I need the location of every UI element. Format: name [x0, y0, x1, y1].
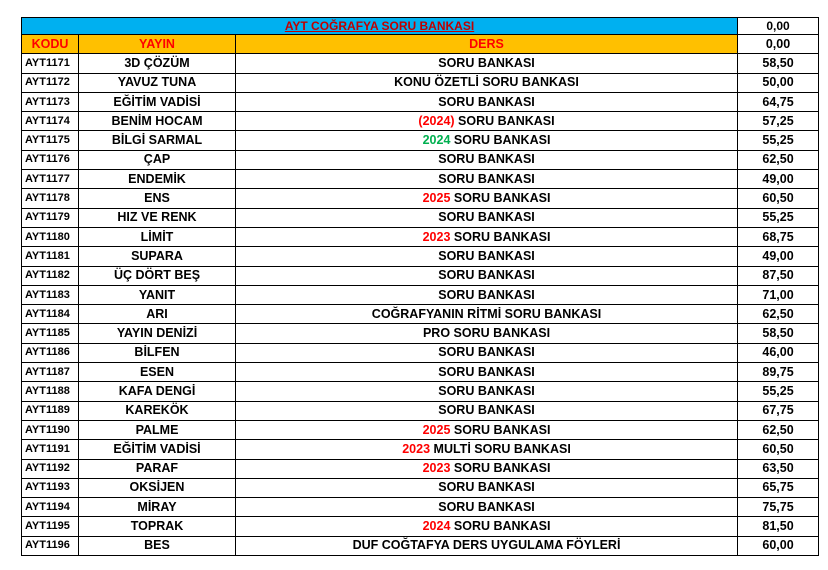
- cell-publisher: EĞİTİM VADİSİ: [79, 440, 236, 459]
- cell-publisher: EĞİTİM VADİSİ: [79, 92, 236, 111]
- course-title: SORU BANKASI: [438, 345, 535, 360]
- course-title: SORU BANKASI: [453, 461, 551, 476]
- cell-price: 55,25: [738, 208, 819, 227]
- cell-price: 50,00: [738, 73, 819, 92]
- cell-course: [236, 170, 738, 189]
- course-title: SORU BANKASI: [438, 210, 535, 225]
- table-row: [22, 363, 819, 382]
- cell-course: [236, 73, 738, 92]
- column-header-row: [22, 35, 819, 54]
- cell-code: AYT1171: [22, 54, 79, 73]
- course-title: SORU BANKASI: [438, 480, 535, 495]
- cell-publisher: BES: [79, 536, 236, 555]
- cell-price: 71,00: [738, 285, 819, 304]
- cell-price: 62,50: [738, 305, 819, 324]
- edition-year-tag: 2023: [422, 229, 451, 244]
- cell-publisher: BENİM HOCAM: [79, 112, 236, 131]
- cell-course: [236, 382, 738, 401]
- cell-publisher: HIZ VE RENK: [79, 208, 236, 227]
- cell-code: AYT1193: [22, 478, 79, 497]
- cell-course: [236, 420, 738, 439]
- cell-price: 55,25: [738, 382, 819, 401]
- edition-year-tag: 2025: [422, 191, 451, 206]
- course-title: SORU BANKASI: [438, 499, 535, 514]
- edition-year-tag: 2025: [422, 422, 451, 437]
- cell-price: 62,50: [738, 150, 819, 169]
- cell-code: AYT1188: [22, 382, 79, 401]
- course-title: SORU BANKASI: [438, 94, 535, 109]
- table-row: [22, 131, 819, 150]
- cell-code: AYT1181: [22, 247, 79, 266]
- table-row: [22, 420, 819, 439]
- cell-code: AYT1175: [22, 131, 79, 150]
- cell-publisher: PARAF: [79, 459, 236, 478]
- header-publisher: YAYIN: [79, 35, 236, 54]
- cell-publisher: YAVUZ TUNA: [79, 73, 236, 92]
- course-title: SORU BANKASI: [458, 113, 555, 128]
- title-total-cell: 0,00: [738, 18, 819, 35]
- table-row: [22, 112, 819, 131]
- cell-course: [236, 498, 738, 517]
- cell-price: 63,50: [738, 459, 819, 478]
- table-row: [22, 536, 819, 555]
- cell-code: AYT1174: [22, 112, 79, 131]
- cell-code: AYT1177: [22, 170, 79, 189]
- cell-publisher: SUPARA: [79, 247, 236, 266]
- table-row: [22, 266, 819, 285]
- table-row: [22, 401, 819, 420]
- cell-code: AYT1183: [22, 285, 79, 304]
- table-row: [22, 324, 819, 343]
- table-row: [22, 478, 819, 497]
- cell-publisher: KAFA DENGİ: [79, 382, 236, 401]
- cell-price: 58,50: [738, 324, 819, 343]
- cell-code: AYT1173: [22, 92, 79, 111]
- cell-code: AYT1187: [22, 363, 79, 382]
- course-title: SORU BANKASI: [453, 229, 551, 244]
- cell-course: [236, 459, 738, 478]
- cell-course: [236, 478, 738, 497]
- table-row: [22, 150, 819, 169]
- edition-year-tag: 2024: [422, 519, 451, 534]
- cell-course: [236, 285, 738, 304]
- table-row: [22, 54, 819, 73]
- header-total: 0,00: [738, 35, 819, 54]
- cell-price: 65,75: [738, 478, 819, 497]
- cell-code: AYT1182: [22, 266, 79, 285]
- cell-course: [236, 208, 738, 227]
- cell-course: [236, 401, 738, 420]
- table-row: [22, 440, 819, 459]
- cell-price: 89,75: [738, 363, 819, 382]
- cell-publisher: ESEN: [79, 363, 236, 382]
- cell-publisher: ENS: [79, 189, 236, 208]
- table-row: [22, 459, 819, 478]
- table-row: [22, 92, 819, 111]
- cell-code: AYT1180: [22, 227, 79, 246]
- table-body: [22, 54, 819, 556]
- edition-year-tag: (2024): [418, 113, 455, 128]
- cell-price: 60,00: [738, 536, 819, 555]
- header-course: DERS: [236, 35, 738, 54]
- cell-course: [236, 440, 738, 459]
- course-title: SORU BANKASI: [438, 55, 535, 70]
- table-row: [22, 170, 819, 189]
- cell-code: AYT1184: [22, 305, 79, 324]
- cell-code: AYT1191: [22, 440, 79, 459]
- cell-code: AYT1189: [22, 401, 79, 420]
- cell-course: [236, 324, 738, 343]
- cell-publisher: ÜÇ DÖRT BEŞ: [79, 266, 236, 285]
- cell-publisher: PALME: [79, 420, 236, 439]
- cell-code: AYT1192: [22, 459, 79, 478]
- edition-year-tag: 2023: [402, 441, 431, 456]
- cell-price: 62,50: [738, 420, 819, 439]
- cell-price: 49,00: [738, 247, 819, 266]
- course-title: SORU BANKASI: [438, 152, 535, 167]
- cell-course: [236, 227, 738, 246]
- cell-course: [236, 305, 738, 324]
- cell-code: AYT1179: [22, 208, 79, 227]
- table-row: [22, 285, 819, 304]
- course-title: DUF COĞTAFYA DERS UYGULAMA FÖYLERİ: [352, 538, 621, 553]
- course-title: SORU BANKASI: [453, 191, 551, 206]
- cell-course: [236, 266, 738, 285]
- cell-code: AYT1196: [22, 536, 79, 555]
- cell-price: 68,75: [738, 227, 819, 246]
- cell-publisher: YAYIN DENİZİ: [79, 324, 236, 343]
- cell-publisher: MİRAY: [79, 498, 236, 517]
- cell-course: [236, 343, 738, 362]
- cell-price: 75,75: [738, 498, 819, 517]
- course-title: KONU ÖZETLİ SORU BANKASI: [394, 75, 579, 90]
- cell-course: [236, 112, 738, 131]
- course-title: COĞRAFYANIN RİTMİ SORU BANKASI: [371, 306, 602, 321]
- cell-price: 87,50: [738, 266, 819, 285]
- course-title: SORU BANKASI: [438, 268, 535, 283]
- course-title: MULTİ SORU BANKASI: [433, 441, 571, 456]
- edition-year-tag: 2024: [422, 133, 451, 148]
- cell-publisher: ENDEMİK: [79, 170, 236, 189]
- cell-course: [236, 131, 738, 150]
- table-row: [22, 498, 819, 517]
- cell-course: [236, 150, 738, 169]
- cell-code: AYT1178: [22, 189, 79, 208]
- cell-publisher: TOPRAK: [79, 517, 236, 536]
- cell-price: 58,50: [738, 54, 819, 73]
- cell-publisher: ARI: [79, 305, 236, 324]
- cell-price: 64,75: [738, 92, 819, 111]
- cell-code: AYT1172: [22, 73, 79, 92]
- cell-code: AYT1195: [22, 517, 79, 536]
- cell-course: [236, 517, 738, 536]
- table-row: [22, 73, 819, 92]
- course-title: SORU BANKASI: [438, 248, 535, 263]
- cell-publisher: BİLFEN: [79, 343, 236, 362]
- cell-code: AYT1185: [22, 324, 79, 343]
- table-row: [22, 517, 819, 536]
- cell-code: AYT1186: [22, 343, 79, 362]
- cell-publisher: BİLGİ SARMAL: [79, 131, 236, 150]
- cell-publisher: 3D ÇÖZÜM: [79, 54, 236, 73]
- cell-price: 55,25: [738, 131, 819, 150]
- cell-price: 67,75: [738, 401, 819, 420]
- table-row: [22, 305, 819, 324]
- cell-course: [236, 92, 738, 111]
- cell-price: 81,50: [738, 517, 819, 536]
- course-title: SORU BANKASI: [438, 287, 535, 302]
- cell-price: 57,25: [738, 112, 819, 131]
- cell-publisher: OKSİJEN: [79, 478, 236, 497]
- sheet-title: AYT COĞRAFYA SORU BANKASI: [22, 18, 738, 35]
- header-code: KODU: [22, 35, 79, 54]
- table-row: [22, 382, 819, 401]
- cell-course: [236, 536, 738, 555]
- cell-price: 49,00: [738, 170, 819, 189]
- cell-course: [236, 189, 738, 208]
- price-list-sheet: [21, 17, 818, 556]
- cell-code: AYT1176: [22, 150, 79, 169]
- cell-course: [236, 363, 738, 382]
- edition-year-tag: 2023: [422, 461, 451, 476]
- course-title: SORU BANKASI: [453, 422, 551, 437]
- course-title: SORU BANKASI: [438, 383, 535, 398]
- course-title: PRO SORU BANKASI: [422, 326, 551, 341]
- cell-code: AYT1190: [22, 420, 79, 439]
- cell-course: [236, 54, 738, 73]
- course-title: SORU BANKASI: [438, 403, 535, 418]
- price-table: [21, 17, 819, 556]
- table-row: [22, 208, 819, 227]
- cell-course: [236, 247, 738, 266]
- cell-publisher: ÇAP: [79, 150, 236, 169]
- course-title: SORU BANKASI: [438, 171, 535, 186]
- cell-price: 60,50: [738, 440, 819, 459]
- course-title: SORU BANKASI: [453, 519, 551, 534]
- course-title: SORU BANKASI: [453, 133, 551, 148]
- cell-code: AYT1194: [22, 498, 79, 517]
- cell-publisher: KAREKÖK: [79, 401, 236, 420]
- course-title: SORU BANKASI: [438, 364, 535, 379]
- cell-price: 60,50: [738, 189, 819, 208]
- table-row: [22, 189, 819, 208]
- cell-publisher: LİMİT: [79, 227, 236, 246]
- cell-price: 46,00: [738, 343, 819, 362]
- cell-publisher: YANIT: [79, 285, 236, 304]
- table-row: [22, 227, 819, 246]
- table-row: [22, 343, 819, 362]
- table-row: [22, 247, 819, 266]
- sheet-title-row: [22, 18, 819, 35]
